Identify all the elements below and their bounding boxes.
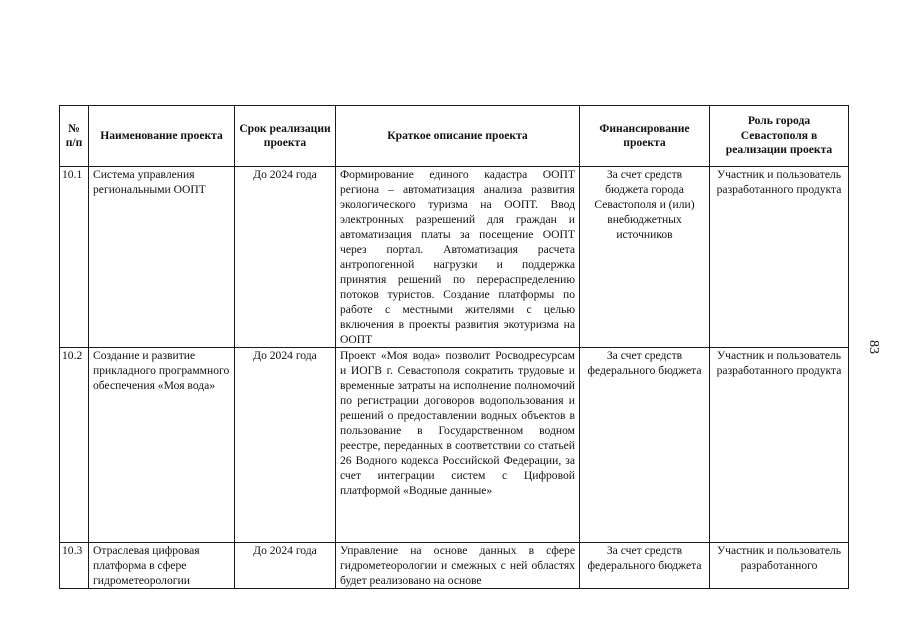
row-project-name: Система управления региональными ООПТ	[89, 167, 235, 348]
row-project-name	[89, 543, 235, 589]
row-role: Участник и пользователь разработанного продукта	[710, 348, 849, 543]
table-row	[60, 348, 849, 543]
row-description-text: Управление на основе данных в сфере гидрометеорологии и смежных с ней областях будет реализовано на основе	[340, 544, 575, 587]
row-role: Участник и пользователь разработанного продукта	[710, 167, 849, 348]
row-number	[60, 543, 89, 589]
row-number: 10.1	[60, 167, 89, 348]
row-role	[710, 543, 849, 589]
row-role-text: Участник и пользователь разработанного	[716, 544, 842, 572]
table-row	[60, 167, 849, 348]
header-term: Срок реализации проекта	[235, 106, 336, 167]
row-number: 10.2	[60, 348, 89, 543]
header-role: Роль города Севастополя в реализации проекта	[710, 106, 849, 167]
page-number: 83	[866, 340, 881, 354]
row-term: До 2024 года	[235, 167, 336, 348]
row-financing-text: За счет средств федерального бюджета	[587, 544, 702, 572]
row-project-name: Создание и развитие прикладного программного обеспечения «Моя вода»	[89, 348, 235, 543]
row-description	[336, 543, 580, 589]
projects-table	[59, 105, 849, 589]
header-financing: Финансирование проекта	[580, 106, 710, 167]
row-description: Формирование единого кадастра ООПТ региона – автоматизация анализа развития экологического туризма на ООПТ. Ввод электронных разрешений для граждан и автоматизация платы за посещение ООПТ через портал. Автоматизация расчета антропогенной нагрузки и поддержка принятия решений по перераспределению потоков туристов. Создание платформы по работе с местными жителями с целью включения в проекты развития экотуризма на ООПТ	[336, 167, 580, 348]
table-header-row	[60, 106, 849, 167]
header-number: № п/п	[60, 106, 89, 167]
row-financing: За счет средств федерального бюджета	[580, 348, 710, 543]
header-description: Краткое описание проекта	[336, 106, 580, 167]
row-term-text: До 2024 года	[253, 544, 317, 557]
row-term	[235, 543, 336, 589]
row-project-name-text: Отраслевая цифровая платформа в сфере гидрометеорологии	[93, 544, 200, 587]
row-description: Проект «Моя вода» позволит Росводресурсам и ИОГВ г. Севастополя сократить трудовые и временные затраты на исполнение полномочий по регистрации договоров водопользования и решений о предоставлении водных объектов в пользование в Государственном водном реестре, переданных в соответствии со статьей 26 Водного кодекса Российской Федерации, за счет интеграции систем с Цифровой платформой «Водные данные»	[336, 348, 580, 543]
row-number-text: 10.3	[62, 544, 83, 557]
header-project-name: Наименование проекта	[89, 106, 235, 167]
row-financing: За счет средств бюджета города Севастополя и (или) внебюджетных источников	[580, 167, 710, 348]
row-financing	[580, 543, 710, 589]
row-term: До 2024 года	[235, 348, 336, 543]
table-row	[60, 543, 849, 589]
